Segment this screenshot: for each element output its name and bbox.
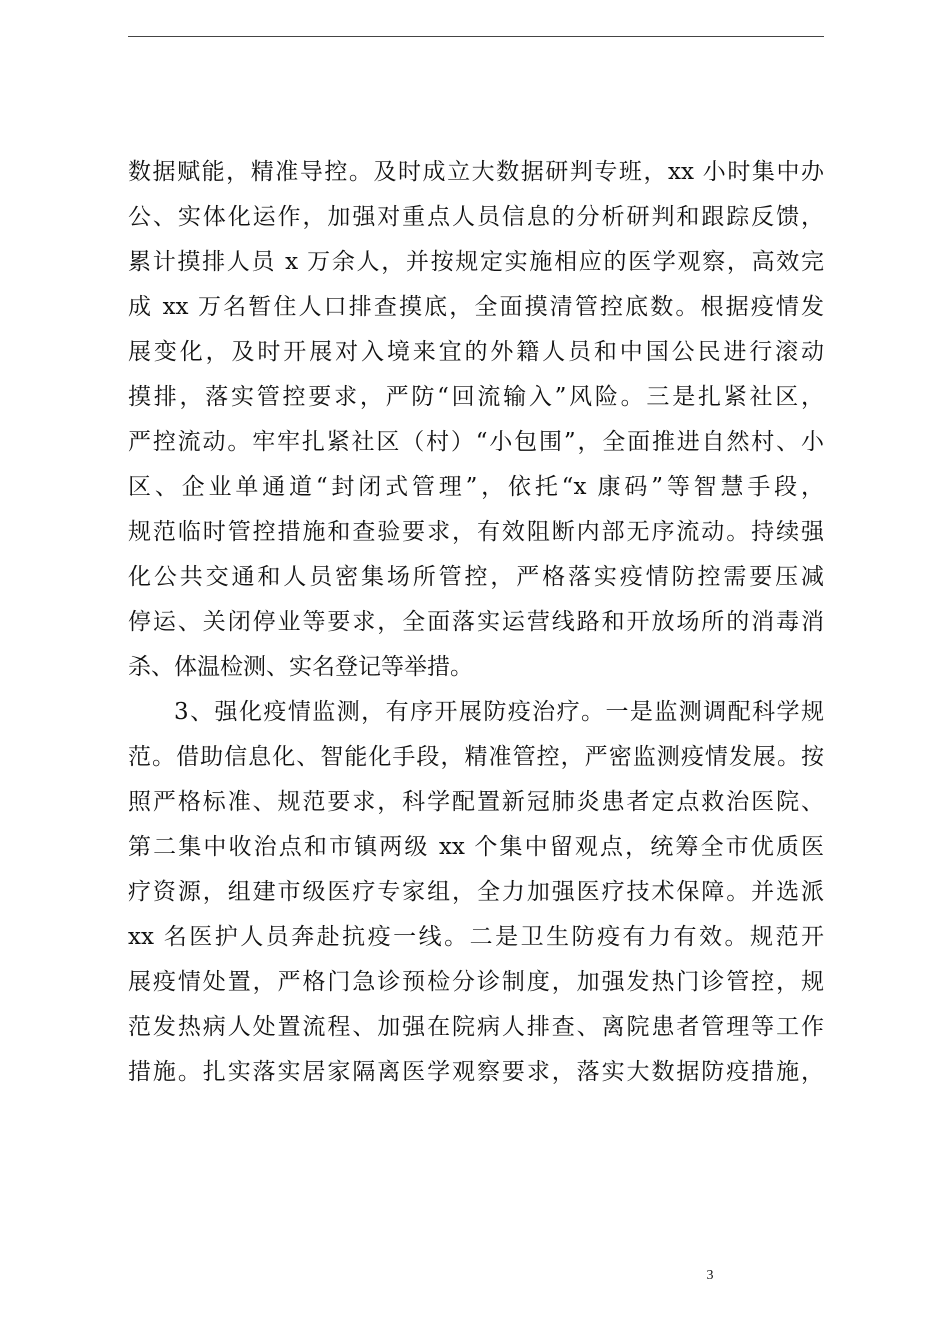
paragraph-2 [128, 690, 824, 1095]
header-rule [128, 36, 824, 37]
text-line: 范。借助信息化、智能化手段，精准管控，严密监测疫情发展。按 [128, 744, 824, 770]
text-line: 严控流动。牢牢扎紧社区（村）“小包围”，全面推进自然村、小 [128, 429, 824, 455]
text-line: 照严格标准、规范要求，科学配置新冠肺炎患者定点救治医院、 [128, 789, 824, 815]
text-line: 公、实体化运作，加强对重点人员信息的分析研判和跟踪反馈， [128, 204, 824, 230]
text-line: 数据赋能，精准导控。及时成立大数据研判专班，xx 小时集中办 [128, 159, 824, 185]
text-line: 停运、关闭停业等要求，全面落实运营线路和开放场所的消毒消 [128, 609, 824, 635]
text-line: 成 xx 万名暂住人口排查摸底，全面摸清管控底数。根据疫情发 [128, 294, 824, 320]
text-line: 区、企业单通道“封闭式管理”，依托“x 康码”等智慧手段， [128, 474, 824, 500]
text-line: 范发热病人处置流程、加强在院病人排查、离院患者管理等工作 [128, 1014, 824, 1040]
text-line: 3、强化疫情监测，有序开展防疫治疗。一是监测调配科学规 [174, 699, 824, 725]
text-line: 规范临时管控措施和查验要求，有效阻断内部无序流动。持续强 [128, 519, 824, 545]
text-line: 摸排，落实管控要求，严防“回流输入”风险。三是扎紧社区， [128, 384, 824, 410]
text-line: 展疫情处置，严格门急诊预检分诊制度，加强发热门诊管控，规 [128, 969, 824, 995]
text-line: 展变化，及时开展对入境来宜的外籍人员和中国公民进行滚动 [128, 339, 824, 365]
text-line: 措施。扎实落实居家隔离医学观察要求，落实大数据防疫措施， [128, 1059, 824, 1085]
document-body [128, 150, 824, 1095]
text-line: 化公共交通和人员密集场所管控，严格落实疫情防控需要压减 [128, 564, 824, 590]
text-line: 杀、体温检测、实名登记等举措。 [128, 654, 473, 680]
text-line: xx 名医护人员奔赴抗疫一线。二是卫生防疫有力有效。规范开 [128, 924, 824, 950]
text-line: 累计摸排人员 x 万余人，并按规定实施相应的医学观察，高效完 [128, 249, 824, 275]
text-line: 第二集中收治点和市镇两级 xx 个集中留观点，统筹全市优质医 [128, 834, 824, 860]
paragraph-1 [128, 150, 824, 690]
text-line: 疗资源，组建市级医疗专家组，全力加强医疗技术保障。并选派 [128, 879, 824, 905]
page-number: 3 [706, 1268, 714, 1283]
